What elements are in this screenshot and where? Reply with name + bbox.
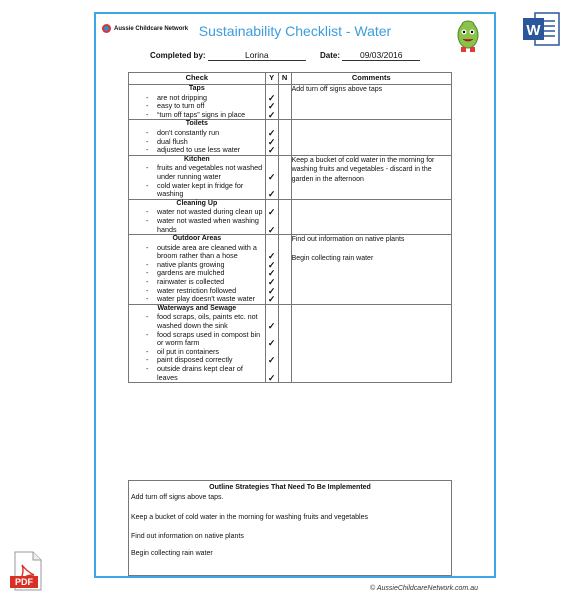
checklist-sections: [129, 85, 452, 383]
section-n-cell: [278, 199, 291, 234]
section-comment: [291, 304, 451, 382]
checkmark-icon: ✓: [267, 355, 276, 366]
section-row: [129, 235, 452, 305]
checklist-item: - oil put in containers: [129, 348, 265, 357]
checkmark-icon: ✓: [267, 259, 276, 270]
mascot-icon: [454, 18, 482, 54]
checkmark-icon: ✓: [267, 372, 276, 383]
section-row: [129, 85, 452, 120]
section-comment: Find out information on native plants Begin collecting rain water: [291, 235, 451, 305]
section-y-cell: [265, 85, 278, 120]
section-y-cell: [265, 235, 278, 305]
section-check-cell: [129, 85, 266, 120]
section-title: Toilets: [185, 120, 208, 128]
checklist-item: - cold water kept in fridge for washing: [129, 182, 265, 199]
section-comment: Keep a bucket of cold water in the morning for washing fruits and vegetables - discard in the garden in the afternoon: [291, 155, 451, 199]
section-title: Waterways and Sewage: [157, 304, 237, 312]
outline-line: Add turn off signs above taps.: [131, 494, 224, 501]
section-n-cell: [278, 304, 291, 382]
section-check-cell: [129, 155, 266, 199]
header-check: Check: [129, 73, 266, 85]
checklist-page: [94, 12, 496, 592]
section-title: Taps: [188, 85, 205, 92]
section-n-cell: [278, 155, 291, 199]
checklist-item: - don't constantly run: [129, 129, 265, 138]
date-value: 09/03/2016: [342, 50, 420, 61]
checklist-item: - “turn off taps” signs in place: [129, 111, 265, 120]
checkmark-icon: ✓: [267, 338, 276, 349]
section-title: Kitchen: [183, 155, 210, 163]
section-check-cell: [129, 235, 266, 305]
section-comment: [291, 120, 451, 155]
section-row: [129, 120, 452, 155]
checkmark-icon: ✓: [267, 109, 276, 120]
checklist-item: - water play doesn't waste water: [129, 295, 265, 304]
checklist-item: - adjusted to use less water: [129, 146, 265, 155]
checkmark-icon: ✓: [267, 224, 276, 235]
checklist-item: - gardens are mulched: [129, 269, 265, 278]
completed-by: [150, 50, 306, 61]
completed-by-value: Lorina: [208, 50, 306, 61]
header-comments: Comments: [291, 73, 451, 85]
section-y-cell: [265, 120, 278, 155]
completed-by-label: Completed by:: [150, 51, 206, 60]
checklist-item: - dual flush: [129, 138, 265, 147]
section-check-cell: [129, 304, 266, 382]
svg-text:W: W: [526, 22, 541, 39]
section-check-cell: [129, 199, 266, 234]
outline-title: Outline Strategies That Need To Be Implemented: [209, 484, 371, 491]
word-file-icon[interactable]: [521, 10, 561, 48]
checkmark-icon: ✓: [267, 171, 276, 182]
checklist-item: - rainwater is collected: [129, 278, 265, 287]
outline-line: Find out information on native plants: [131, 533, 244, 540]
section-n-cell: [278, 235, 291, 305]
section-row: [129, 155, 452, 199]
checkmark-icon: ✓: [267, 127, 276, 138]
checklist-item: - paint disposed correctly: [129, 356, 265, 365]
checklist-item: - water not wasted when washing hands: [129, 217, 265, 234]
date-label: Date:: [320, 51, 341, 60]
checkmark-icon: ✓: [267, 92, 276, 103]
section-y-cell: [265, 304, 278, 382]
page-title: Sustainability Checklist - Water: [198, 23, 392, 39]
checklist-item: - water not wasted during clean up: [129, 208, 265, 217]
checkmark-icon: ✓: [267, 321, 276, 332]
section-comment: [291, 199, 451, 234]
checkmark-icon: ✓: [267, 294, 276, 305]
section-check-cell: [129, 120, 266, 155]
section-n-cell: [278, 85, 291, 120]
checkmark-icon: ✓: [267, 145, 276, 156]
section-title: Cleaning Up: [176, 199, 218, 207]
checkmark-icon: ✓: [267, 268, 276, 279]
checklist-item: - outside area are cleaned with a broom rather than a hose: [129, 244, 265, 261]
date-field: [320, 50, 420, 61]
checklist-item: - easy to turn off: [129, 102, 265, 111]
checklist-item: - are not dripping: [129, 94, 265, 103]
outline-line: Begin collecting rain water: [131, 550, 213, 557]
checkmark-icon: ✓: [267, 189, 276, 200]
checklist-item: - fruits and vegetables not washed under running water: [129, 164, 265, 181]
svg-text:PDF: PDF: [15, 577, 33, 587]
checkmark-icon: ✓: [267, 136, 276, 147]
section-y-cell: [265, 199, 278, 234]
section-row: [129, 304, 452, 382]
checklist-item: - outside drains kept clear of leaves: [129, 365, 265, 382]
pdf-file-icon[interactable]: [10, 551, 44, 591]
header-n: N: [278, 73, 291, 85]
section-y-cell: [265, 155, 278, 199]
checklist-item: - water restriction followed: [129, 287, 265, 296]
header-y: Y: [265, 73, 278, 85]
outline-strategies: [128, 480, 452, 576]
footer-copyright: © AussieChildcareNetwork.com.au: [370, 585, 478, 592]
logo-text: Aussie Childcare Network: [114, 25, 189, 32]
section-comment: Add turn off signs above taps: [291, 85, 451, 120]
section-n-cell: [278, 120, 291, 155]
section-title: Outdoor Areas: [172, 235, 222, 243]
checkmark-icon: ✓: [267, 101, 276, 112]
section-row: [129, 199, 452, 234]
checklist-item: - food scraps, oils, paints etc. not washed down the sink: [129, 313, 265, 330]
checklist-item: - food scraps used in compost bin or worm farm: [129, 331, 265, 348]
checkmark-icon: ✓: [267, 285, 276, 296]
checkmark-icon: ✓: [267, 277, 276, 288]
checkmark-icon: ✓: [267, 207, 276, 218]
checklist-table: [128, 72, 452, 383]
outline-line: Keep a bucket of cold water in the morning for washing fruits and vegetables: [131, 514, 368, 521]
checkmark-icon: ✓: [267, 251, 276, 262]
checklist-item: - native plants growing: [129, 261, 265, 270]
